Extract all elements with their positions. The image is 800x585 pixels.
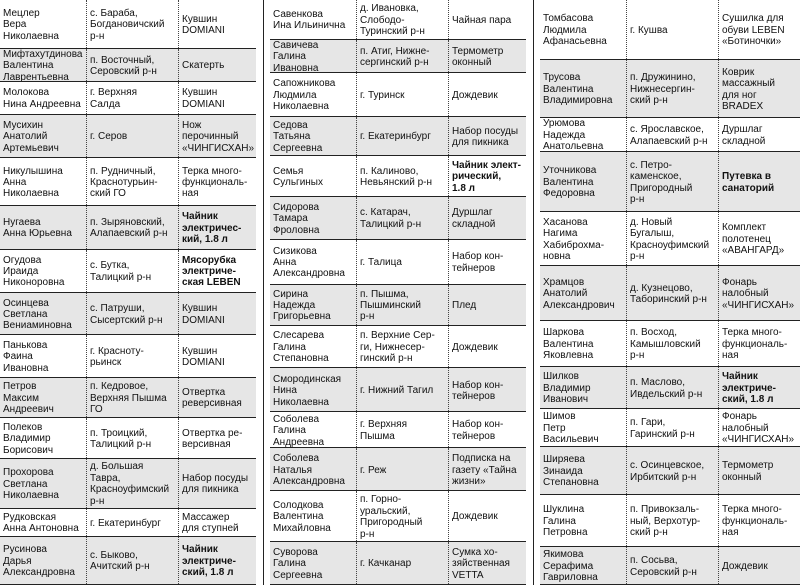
winner-locality: г. Туринск — [356, 73, 448, 116]
prize-name: Чайник электричес- кий, 1.8 л — [178, 206, 256, 248]
winner-name: Нугаева Анна Юрьевна — [3, 216, 72, 240]
prize-name: Сумка хо- зяйственная VETTA — [448, 542, 526, 584]
winner-locality: п. Зыряновский, Алапаевский р-н — [86, 206, 178, 248]
table-row — [270, 156, 526, 197]
winner-name: Суворова Галина Сергеевна — [273, 546, 323, 581]
winner-locality: с. Бараба, Богдановичский р-н — [86, 0, 178, 48]
table-row — [270, 240, 526, 285]
prize-name: Дождевик — [448, 326, 526, 368]
winner-name: Савичева Галина Ивановна — [273, 39, 319, 73]
prize-name: Набор посуды для пикника — [448, 117, 526, 155]
winner-name: Полеков Владимир Борисович — [3, 421, 54, 456]
winner-locality: п. Восточный, Серовский р-н — [86, 49, 178, 81]
winner-name: Мецлер Вера Николаевна — [3, 7, 59, 42]
table-row — [0, 0, 256, 49]
winner-name: Ширяева Зинаида Степановна — [543, 454, 599, 489]
winner-locality: д. Кузнецово, Таборинский р-н — [626, 266, 718, 320]
winner-name: Шаркова Валентина Яковлевна — [543, 327, 594, 362]
winner-locality: п. Калиново, Невьянский р-н — [356, 156, 448, 196]
prize-name: Чайник электриче- ский, 1.8 л — [178, 537, 256, 584]
table-row — [540, 367, 800, 409]
table-row — [270, 117, 526, 156]
winner-name: Семья Сульгиных — [273, 165, 323, 188]
winner-name: Шуклина Галина Петровна — [543, 504, 588, 539]
prize-name: Плед — [448, 285, 526, 325]
winner-locality: п. Рудничный, Краснотурьин- ский ГО — [86, 158, 178, 205]
table-row — [270, 448, 526, 491]
prize-name: Сушилка для обуви LEBEN «Ботиночки» — [718, 0, 800, 59]
winner-name: Прохорова Светлана Николаевна — [3, 467, 59, 501]
prize-name: Дуршлаг складной — [448, 197, 526, 239]
table-row — [270, 368, 526, 412]
winner-locality: г. Екатеринбург — [86, 509, 178, 536]
table-row — [270, 40, 526, 73]
winner-name: Храмцов Анатолий Александрович — [543, 276, 615, 311]
prize-name: Набор кон- тейнеров — [448, 412, 526, 447]
table-row — [0, 206, 256, 249]
winner-locality: д. Ивановка, Слободо- Туринский р-н — [356, 0, 448, 39]
winner-name: Урюмова Надежда Анатольевна — [543, 118, 604, 151]
table-row — [540, 0, 800, 60]
winner-locality: с. Ярославское, Алапаевский р-н — [626, 118, 718, 151]
winner-name: Русинова Дарья Александровна — [3, 544, 75, 578]
winner-name: Сирина Надежда Григорьевна — [273, 288, 331, 323]
winner-name: Шимов Петр Васильевич — [543, 411, 599, 446]
prize-name: Скатерть — [178, 49, 256, 81]
winner-locality: п. Гари, Гаринский р-н — [626, 409, 718, 446]
prize-name: Чайная пара — [448, 0, 526, 39]
winner-name: Соболева Галина Андреевна — [273, 413, 325, 448]
table-row — [270, 197, 526, 240]
table-row — [0, 158, 256, 206]
winner-locality: с. Катарач, Талицкий р-н — [356, 197, 448, 239]
prize-name: Фонарь налобный «ЧИНГИСХАН» — [718, 266, 800, 320]
prize-name: Кувшин DOMIANI — [178, 293, 256, 334]
prize-name: Чайник элект- рический, 1.8 л — [448, 156, 526, 196]
prize-name: Кувшин DOMIANI — [178, 335, 256, 376]
winner-name: Седова Татьяна Сергеевна — [273, 119, 323, 154]
table-row — [540, 447, 800, 495]
winner-name: Рудковская Анна Антоновна — [3, 511, 79, 535]
winner-locality: г. Талица — [356, 240, 448, 284]
table-row — [540, 495, 800, 547]
prize-name: Коврик массажный для ног BRADEX — [718, 60, 800, 117]
prize-name: Отвертка реверсивная — [178, 378, 256, 417]
prize-name: Путевка в санаторий — [718, 152, 800, 211]
prize-name: Массажер для ступней — [178, 509, 256, 536]
prize-name: Термометр оконный — [718, 447, 800, 494]
winner-locality: г. Нижний Тагил — [356, 368, 448, 411]
column-divider — [263, 0, 264, 585]
winner-locality: п. Дружинино, Нижнесергин- ский р-н — [626, 60, 718, 117]
winner-name: Солодкова Валентина Михайловна — [273, 500, 331, 534]
winner-locality: г. Красноту- рьинск — [86, 335, 178, 376]
table-row — [0, 418, 256, 458]
prize-name: Комплект полотенец «АВАНГАРД» — [718, 212, 800, 265]
winner-name: Якимова Серафима Гавриловна — [543, 549, 598, 584]
table-row — [540, 152, 800, 212]
winner-locality: п. Пышма, Пышминский р-н — [356, 285, 448, 325]
table-row — [270, 285, 526, 326]
winner-locality: г. Верхняя Салда — [86, 82, 178, 114]
winner-name: Осинцева Светлана Вениаминовна — [3, 297, 72, 332]
prize-name: Дождевик — [448, 73, 526, 116]
table-row — [0, 49, 256, 82]
prize-name: Отвертка ре- версивная — [178, 418, 256, 457]
table-row — [270, 412, 526, 448]
table-row — [540, 266, 800, 321]
winner-locality: п. Кедровое, Верхняя Пышма ГО — [86, 378, 178, 417]
table-row — [270, 0, 526, 40]
winner-locality: с. Быково, Ачитский р-н — [86, 537, 178, 584]
winner-locality: п. Восход, Камышловский р-н — [626, 321, 718, 366]
prize-name: Дуршлаг складной — [718, 118, 800, 151]
winner-name: Трусова Валентина Владимировна — [543, 72, 613, 107]
prize-name: Термометр оконный — [448, 40, 526, 72]
winner-name: Шилков Владимир Иванович — [543, 371, 591, 406]
winner-name: Никулышина Анна Николаевна — [3, 165, 63, 200]
winner-name: Мифтахутдинова Валентина Лаврентьевна — [3, 49, 83, 81]
prize-name: Подписка на газету «Тайна жизни» — [448, 448, 526, 490]
winner-locality: с. Патруши, Сысертский р-н — [86, 293, 178, 334]
winner-locality: д. Большая Тавра, Красноуфимский р-н — [86, 459, 178, 508]
prize-name: Чайник электриче- ский, 1.8 л — [718, 367, 800, 408]
table-row — [540, 212, 800, 266]
winner-name: Смородинская Нина Николаевна — [273, 373, 342, 408]
winner-locality: п. Привокзаль- ный, Верхотур- ский р-н — [626, 495, 718, 546]
winner-locality: д. Новый Бугалыш, Красноуфимский р-н — [626, 212, 718, 265]
winner-locality: г. Екатеринбург — [356, 117, 448, 155]
winners-table-column-3 — [540, 0, 800, 585]
table-row — [540, 409, 800, 447]
table-row — [270, 73, 526, 117]
winner-name: Мусихин Анатолий Артемьевич — [3, 119, 59, 154]
winner-locality: с. Осинцевское, Ирбитский р-н — [626, 447, 718, 494]
prize-name: Мясорубка электриче- ская LEBEN — [178, 250, 256, 292]
prize-name: Набор кон- тейнеров — [448, 368, 526, 411]
winner-name: Соболева Наталья Александровна — [273, 453, 345, 488]
winner-name: Слесарева Галина Степановна — [273, 330, 329, 365]
winner-locality: п. Сосьва, Серовский р-н — [626, 547, 718, 584]
winner-name: Молокова Нина Андреевна — [3, 87, 81, 110]
winner-locality: п. Маслово, Ивдельский р-н — [626, 367, 718, 408]
prize-name: Терка много- функциональ- ная — [718, 495, 800, 546]
winner-name: Огудова Ираида Никоноровна — [3, 254, 65, 289]
table-row — [0, 115, 256, 158]
winner-locality: г. Верхняя Пышма — [356, 412, 448, 447]
winner-locality: г. Реж — [356, 448, 448, 490]
winner-name: Хасанова Нагима Хабиброхма- новна — [543, 216, 605, 262]
winner-name: Томбасова Людмила Афанасьевна — [543, 13, 607, 48]
table-row — [540, 60, 800, 118]
table-row — [540, 547, 800, 585]
prize-name: Дождевик — [718, 547, 800, 584]
table-row — [0, 459, 256, 509]
table-row — [270, 326, 526, 369]
table-row — [0, 537, 256, 585]
prize-name: Терка много- функциональ- ная — [178, 158, 256, 205]
prize-name: Дождевик — [448, 491, 526, 541]
prize-name: Терка много- функциональ- ная — [718, 321, 800, 366]
winner-name: Сапожникова Людмила Николаевна — [273, 78, 336, 113]
winners-table-column-1 — [0, 0, 256, 585]
table-row — [0, 335, 256, 377]
winner-locality: г. Серов — [86, 115, 178, 157]
winner-locality: п. Атиг, Нижне- сергинский р-н — [356, 40, 448, 72]
table-row — [0, 82, 256, 115]
table-row — [0, 250, 256, 293]
winner-name: Петров Максим Андреевич — [3, 381, 54, 416]
table-row — [540, 321, 800, 367]
winner-locality: г. Кушва — [626, 0, 718, 59]
winner-locality: п. Горно- уральский, Пригородный р-н — [356, 491, 448, 541]
winner-name: Савенкова Ина Ильинична — [273, 9, 346, 32]
prize-name: Набор кон- тейнеров — [448, 240, 526, 284]
prize-name: Набор посуды для пикника — [178, 459, 256, 508]
winner-name: Панькова Фаина Ивановна — [3, 339, 49, 374]
winner-locality: п. Верхние Сер- ги, Нижнесер- гинский р-н — [356, 326, 448, 368]
table-row — [270, 542, 526, 585]
winner-name: Сизикова Анна Александровна — [273, 245, 345, 280]
prize-name: Кувшин DOMIANI — [178, 0, 256, 48]
winner-locality: г. Качканар — [356, 542, 448, 584]
table-row — [540, 118, 800, 152]
winner-name: Сидорова Тамара Фроловна — [273, 201, 320, 236]
table-row — [0, 378, 256, 418]
table-row — [270, 491, 526, 542]
prize-name: Кувшин DOMIANI — [178, 82, 256, 114]
prize-name: Нож перочинный «ЧИНГИСХАН» — [178, 115, 256, 157]
table-row — [0, 509, 256, 537]
winner-locality: с. Бутка, Талицкий р-н — [86, 250, 178, 292]
winner-name: Уточникова Валентина Федоровна — [543, 165, 597, 200]
winners-table-column-2 — [270, 0, 526, 585]
winner-locality: с. Петро- каменское, Пригородный р-н — [626, 152, 718, 211]
column-divider — [533, 0, 534, 585]
table-row — [0, 293, 256, 335]
winner-locality: п. Троицкий, Талицкий р-н — [86, 418, 178, 457]
prize-name: Фонарь налобный «ЧИНГИСХАН» — [718, 409, 800, 446]
